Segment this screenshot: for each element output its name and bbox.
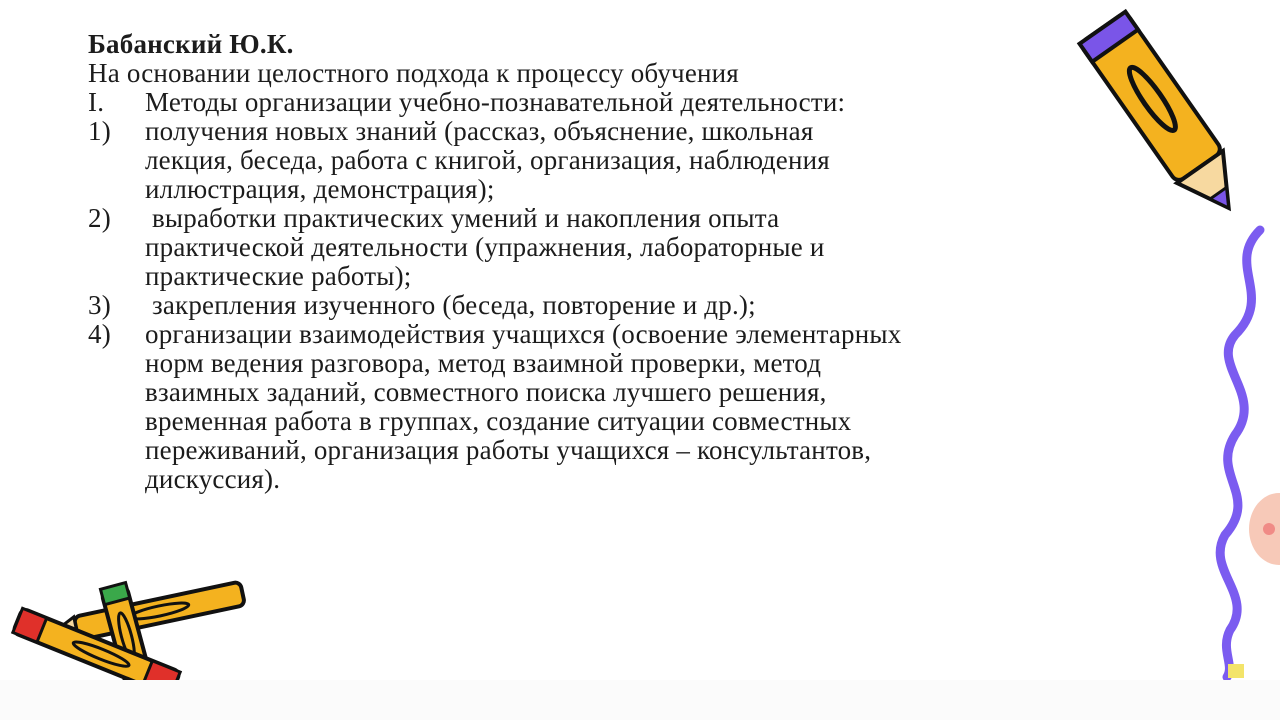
crossed-pencils-icon xyxy=(0,575,260,680)
list-item-text xyxy=(145,320,1168,494)
list-item-line: дискуссия). xyxy=(145,464,281,494)
list-item-line: практической деятельности (упражнения, лабораторные и xyxy=(145,232,825,262)
list-item-marker: 3) xyxy=(88,290,111,320)
slide-title: Бабанский Ю.К. xyxy=(88,29,294,59)
bottom-strip xyxy=(0,680,1280,720)
list-item xyxy=(88,117,1168,204)
slide-subtitle: На основании целостного подхода к процессу обучения xyxy=(88,58,739,88)
list-item-line: практические работы); xyxy=(145,261,412,291)
list-item-text xyxy=(145,291,1168,320)
list-item-marker: 2) xyxy=(88,203,111,233)
list-item-line: закрепления изученного (беседа, повторение и др.); xyxy=(145,290,756,320)
list-item-line: лекция, беседа, работа с книгой, организация, наблюдения xyxy=(145,145,830,175)
list-item-marker: 4) xyxy=(88,319,111,349)
section-marker: I. xyxy=(88,87,105,117)
list-item-line: норм ведения разговора, метод взаимной проверки, метод xyxy=(145,348,822,378)
list-item-marker: 1) xyxy=(88,116,111,146)
list-item-line: взаимных заданий, совместного поиска лучшего решения, xyxy=(145,377,827,407)
section-heading xyxy=(88,88,1168,117)
list-item-line: организации взаимодействия учащихся (освоение элементарных xyxy=(145,319,902,349)
slide-content xyxy=(88,30,1168,494)
corner-mark xyxy=(1228,664,1244,678)
list-item-line: иллюстрация, демонстрация); xyxy=(145,174,495,204)
list-item xyxy=(88,320,1168,494)
section-text: Методы организации учебно-познавательной деятельности: xyxy=(145,87,846,117)
list-item-text xyxy=(145,117,1168,204)
list-item-text xyxy=(145,204,1168,291)
pencil-icon xyxy=(1075,0,1255,235)
list-item xyxy=(88,204,1168,291)
list-item-line: выработки практических умений и накопления опыта xyxy=(145,203,780,233)
list-item-line: переживаний, организация работы учащихся – консультантов, xyxy=(145,435,872,465)
list-item-line: получения новых знаний (рассказ, объяснение, школьная xyxy=(145,116,814,146)
list-item xyxy=(88,291,1168,320)
list-item-line: временная работа в группах, создание ситуации совместных xyxy=(145,406,852,436)
next-slide-dot xyxy=(1263,523,1275,535)
wavy-line xyxy=(1205,225,1280,680)
